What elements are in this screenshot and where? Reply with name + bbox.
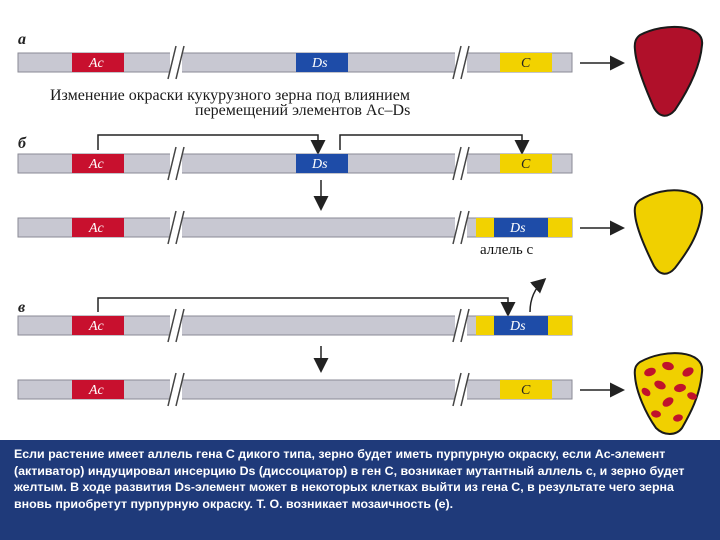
c-label: C [521,157,531,172]
break-mark [168,147,184,180]
break-mark [168,309,184,342]
panel-label-b: б [18,135,26,152]
panel-label-a: а [18,31,26,48]
chromosome-row-4 [18,280,572,370]
ds-label: Ds [510,221,526,236]
break-mark [453,211,469,244]
ac-label: Ac [89,56,104,71]
chromosome-row-2 [18,135,572,208]
break-mark [168,373,184,406]
break-mark [453,309,469,342]
kernel-purple [635,27,702,116]
panel-label-v: в [18,299,26,316]
kernel-yellow [635,190,702,274]
break-mark [453,46,469,79]
ac-label: Ac [89,157,104,172]
c-label: C [521,383,531,398]
break-mark [453,147,469,180]
caption-box [0,440,720,540]
chromosome-row-3 [18,190,702,274]
ds-label: Ds [312,56,328,71]
break-mark [168,46,184,79]
ac-label: Ac [89,319,104,334]
excision-arrow [98,298,508,314]
break-mark [453,373,469,406]
break-mark [168,211,184,244]
chromosome-row-5 [18,353,702,434]
allele-c-label: аллель с [480,242,534,258]
ac-label: Ac [89,383,104,398]
transposition-arrow [340,135,522,152]
caption-text: Если растение имеет аллель гена C дикого типа, зерно будет иметь пурпурную окраску, если Ac-элемент (активатор) индуцировал инсерцию Ds (диссоциатор) в ген C, возникает мутантный аллель c, и зерно будет желтым. В ходе развития Ds-элемент может в некоторых клетках выйти из гена C, в результате чего зерна вновь приобретут пурпурную окраску. Т. О. возникает мозаичность (е). [14,447,685,511]
excision-arrow [530,280,544,312]
ds-label: Ds [312,157,328,172]
figure-title-line2: перемещений элементов Ac–Ds [195,102,411,119]
transposition-arrow [98,135,318,152]
figure-title-line1: Изменение окраски кукурузного зерна под влиянием [50,87,410,104]
ac-label: Ac [89,221,104,236]
kernel-spotted [635,353,702,434]
c-label: C [521,56,531,71]
ds-label: Ds [510,319,526,334]
